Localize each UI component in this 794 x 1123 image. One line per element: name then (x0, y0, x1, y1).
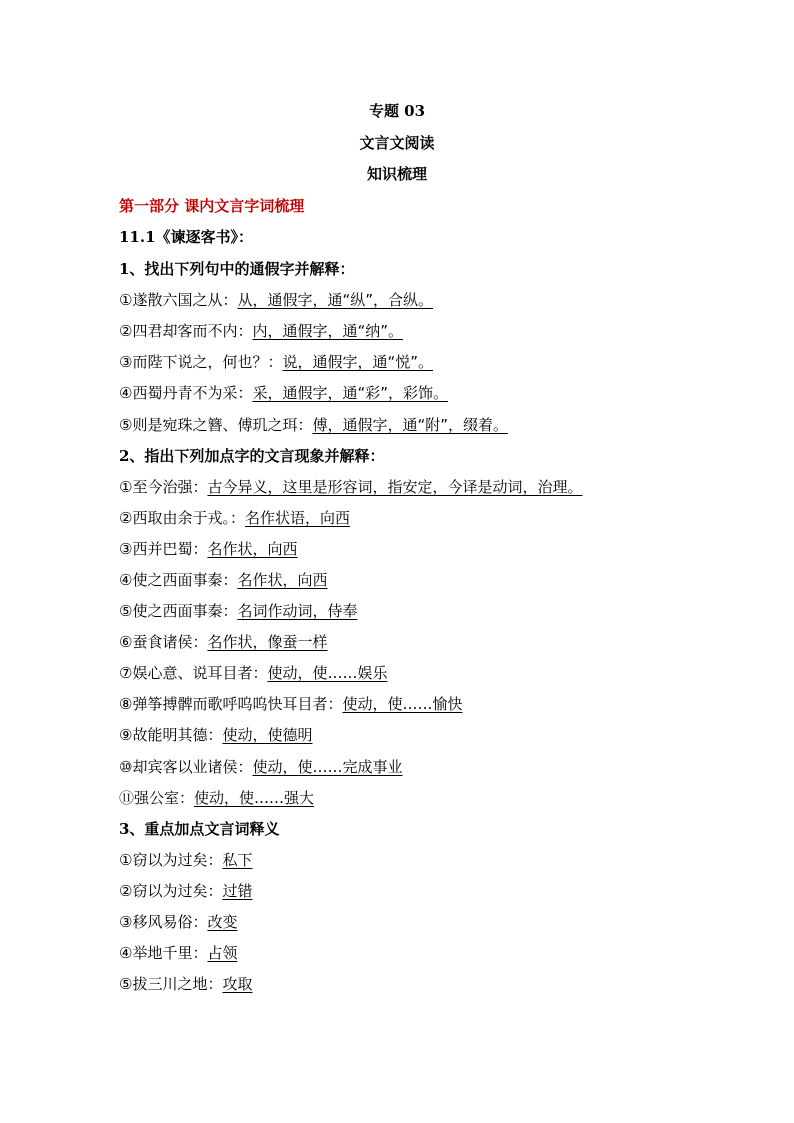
list-item (119, 694, 462, 714)
item-answer: 名作状，向西 (237, 571, 328, 589)
item-question: ④举地千里： (119, 944, 208, 962)
item-question: ③西并巴蜀： (119, 540, 208, 558)
item-question: ③移风易俗： (119, 913, 208, 931)
item-answer: 从，通假字，通“纵”，合纵。 (237, 291, 433, 309)
item-answer: 说，通假字，通“悦”。 (282, 353, 433, 371)
list-item (119, 477, 582, 497)
item-question: ④西蜀丹青不为采： (119, 384, 253, 402)
item-answer: 傅，通假字，通“附”，缀着。 (312, 416, 508, 434)
item-question: ④使之西面事秦： (119, 571, 238, 589)
list-item (119, 539, 297, 559)
list-item (119, 508, 350, 528)
lesson-heading: 11.1《谏逐客书》： (119, 228, 254, 246)
item-answer: 使动，使……娱乐 (267, 664, 388, 682)
item-question: ⑪强公室： (119, 789, 195, 807)
list-item (119, 912, 237, 932)
item-answer: 使动，使德明 (222, 726, 313, 744)
topic-number: 专题 03 (368, 102, 426, 120)
item-question: ③而陛下说之，何也？： (119, 353, 283, 371)
list-item (119, 383, 448, 403)
list-item (119, 321, 403, 341)
section-heading: 1、找出下列句中的通假字并解释： (119, 260, 355, 278)
list-item (119, 415, 508, 435)
document-title: 文言文阅读 (359, 134, 435, 152)
list-item (119, 943, 237, 963)
item-question: ⑧弹筝搏髀而歌呼呜呜快耳目者： (119, 695, 343, 713)
item-question: ①遂散六国之从： (119, 291, 238, 309)
list-item (119, 601, 357, 621)
item-question: ②窃以为过矣： (119, 882, 223, 900)
list-item (119, 352, 433, 372)
item-answer: 使动，使……愉快 (342, 695, 463, 713)
list-item (119, 570, 327, 590)
list-item (119, 881, 252, 901)
section-heading: 3、重点加点文言词释义 (119, 820, 280, 838)
item-question: ⑤则是宛珠之簪、傅玑之珥： (119, 416, 313, 434)
item-question: ①至今治强： (119, 478, 208, 496)
item-question: ⑥蚕食诸侯： (119, 633, 208, 651)
item-answer: 古今异义，这里是形容词，指安定，今译是动词，治理。 (207, 478, 583, 496)
item-question: ②西取由余于戎。： (119, 509, 245, 527)
item-answer: 使动，使……强大 (194, 789, 315, 807)
list-item (119, 850, 252, 870)
item-answer: 名词作动词，侍奉 (237, 602, 358, 620)
list-item (119, 632, 327, 652)
item-question: ①窃以为过矣： (119, 851, 223, 869)
list-item (119, 757, 402, 777)
section-heading: 2、指出下列加点字的文言现象并解释： (119, 447, 385, 465)
list-item (119, 974, 252, 994)
list-item (119, 663, 387, 683)
item-answer: 采，通假字，通“彩”，彩饰。 (252, 384, 448, 402)
list-item (119, 290, 433, 310)
item-answer: 名作状，向西 (207, 540, 298, 558)
item-answer: 使动，使……完成事业 (252, 758, 403, 776)
item-question: ⑤使之西面事秦： (119, 602, 238, 620)
item-answer: 改变 (207, 913, 238, 931)
item-answer: 名作状语，向西 (244, 509, 350, 527)
list-item (119, 788, 314, 808)
document-subtitle: 知识梳理 (366, 165, 427, 183)
item-question: ⑨故能明其德： (119, 726, 223, 744)
item-question: ⑦娱心意、说耳目者： (119, 664, 268, 682)
item-answer: 过错 (222, 882, 253, 900)
item-question: ⑤拔三川之地： (119, 975, 223, 993)
item-answer: 占领 (207, 944, 238, 962)
list-item (119, 725, 312, 745)
item-question: ②四君却客而不内： (119, 322, 253, 340)
item-answer: 攻取 (222, 975, 253, 993)
item-answer: 私下 (222, 851, 253, 869)
part-heading: 第一部分 课内文言字词梳理 (119, 197, 305, 215)
item-answer: 名作状，像蚕一样 (207, 633, 328, 651)
item-answer: 内，通假字，通“纳”。 (252, 322, 403, 340)
item-question: ⑩却宾客以业诸侯： (119, 758, 253, 776)
